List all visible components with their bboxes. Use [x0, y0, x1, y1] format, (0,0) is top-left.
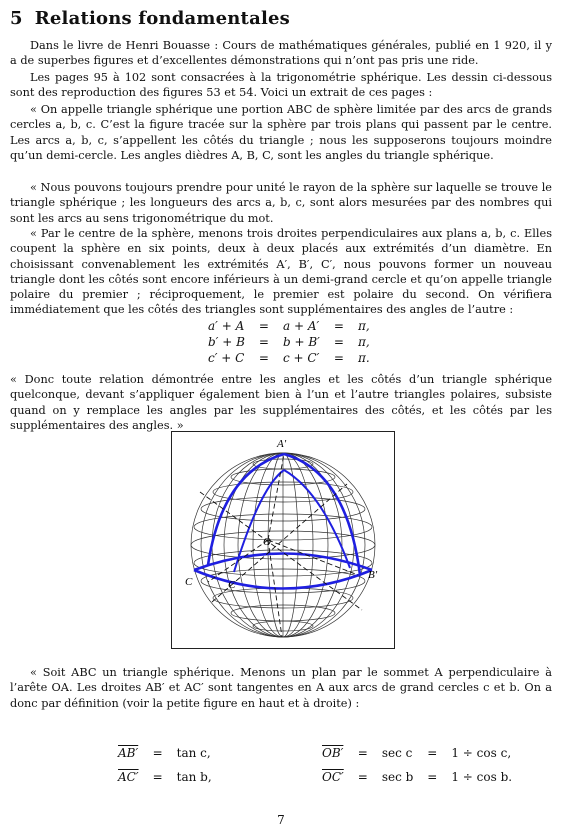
formula-cell: c + C′	[282, 351, 320, 365]
page-number: 7	[277, 813, 285, 827]
section-title: Relations fondamentales	[34, 8, 290, 29]
label-a-prime: A′	[277, 438, 287, 450]
label-center: O	[263, 536, 271, 548]
formula-cell: =	[258, 335, 269, 349]
formula-cell: =	[258, 319, 269, 333]
formula-mid: sec c	[381, 746, 413, 760]
paragraph-tangent: « Soit ABC un triangle sphérique. Menons un plan par le sommet A perpendiculaire à l’arête OA. Les droites AB′ et AC′ sont tangentes en A aux arcs de grand cercles c et b. On a donc par définition (voir la petite figure en haut et à droite) :	[10, 666, 552, 710]
formula-cell: b′ + B	[208, 335, 245, 349]
formula-cell: =	[258, 351, 269, 365]
formula-cell: c′ + C	[208, 351, 245, 365]
formula-row	[204, 318, 374, 334]
blue-arc-left	[208, 454, 284, 565]
formula-cell: a′ + A	[208, 319, 245, 333]
formula-row	[204, 350, 374, 366]
formula-cell: =	[333, 319, 344, 333]
formula-eq: =	[427, 770, 438, 784]
formula-lhs: AC′	[118, 770, 139, 784]
formulas-right	[314, 740, 520, 790]
label-b-prime: B′	[368, 569, 378, 581]
formula-rhs: 1 ÷ cos b.	[451, 770, 513, 784]
formula-eq: =	[357, 770, 368, 784]
formula-lhs: AB′	[118, 746, 139, 760]
formula-rhs: tan c,	[176, 746, 211, 760]
paragraph-definition: « On appelle triangle sphérique une portion ABC de sphère limitée par des arcs de grands cercles a, b, c. C’est la figure tracée sur la sphère par trois plans qui passent par le centre. Les arcs a, b, c, s’appellent les côtés du triangle ; nous les supposerons toujours moindre qu’un demi-cercle. Les angles dièdres A, B, C, sont les angles du triangle sphérique.	[10, 103, 552, 162]
formulas-left	[110, 740, 220, 790]
label-c-inner: C	[228, 579, 236, 591]
formula-cell: b + B′	[282, 335, 320, 349]
formula-eq: =	[427, 746, 438, 760]
formula-cell: =	[333, 335, 344, 349]
formula-mid: sec b	[381, 770, 414, 784]
formula-row	[204, 334, 374, 350]
paragraph-conclusion: « Donc toute relation démontrée entre les angles et les côtés d’un triangle sphérique quelconque, devant s’appliquer également bien à l’un et l’autre triangles polaires, subsiste quand on y remplace les angles par les supplémentaires des côtés, et les côtés par les supplémentaires des angles. »	[10, 373, 552, 432]
formula-row	[316, 766, 518, 788]
formula-cell: π,	[357, 335, 370, 349]
formula-rhs: tan b,	[176, 770, 212, 784]
formula-eq: =	[152, 770, 163, 784]
formula-eq: =	[152, 746, 163, 760]
polar-formulas	[204, 318, 374, 366]
formula-row	[112, 766, 218, 788]
formula-cell: a + A′	[282, 319, 320, 333]
formula-rhs: 1 ÷ cos c,	[451, 746, 512, 760]
section-number: 5	[10, 8, 23, 29]
paragraph-unit: « Nous pouvons toujours prendre pour unité le rayon de la sphère sur laquelle se trouve le triangle sphérique ; les longueurs des arcs a, b, c, sont alors mesurées par des nombres qui sont les arcs au sens trigonométrique du mot.	[10, 181, 552, 225]
formula-cell: π.	[357, 351, 370, 365]
formula-lhs: OC′	[322, 770, 344, 784]
formula-lhs: OB′	[322, 746, 344, 760]
paragraph-polar: « Par le centre de la sphère, menons trois droites perpendiculaires aux plans a, b, c. Elles coupent la sphère en six points, deux à deux placés aux extrémités d’un diamètre. En choisissant convenablement les extrémités A′, B′, C′, nous pouvons former un nouveau triangle dont les côtés sont encore inférieurs à un demi-grand cercle et qu’on appelle triangle polaire du premier ; réciproquement, le premier est polaire du second. On vérifiera immédiatement que les côtés des triangles sont supplémentaires des angles de l’autre :	[10, 227, 552, 317]
sphere-drawing	[172, 432, 394, 648]
formula-eq: =	[357, 746, 368, 760]
formula-cell: =	[333, 351, 344, 365]
formula-row	[112, 742, 218, 764]
formula-row	[316, 742, 518, 764]
section-heading	[10, 8, 290, 29]
label-c-outer: C	[185, 576, 193, 588]
sphere-figure	[171, 431, 395, 649]
formula-cell: π,	[357, 319, 370, 333]
paragraph-pages: Les pages 95 à 102 sont consacrées à la trigonométrie sphérique. Les dessin ci-dessous sont des reproduction des figures 53 et 54. Voici un extrait de ces pages :	[10, 71, 552, 100]
paragraph-intro: Dans le livre de Henri Bouasse : Cours de mathématiques générales, publié en 1 920, il y a de superbes figures et d’excellentes démonstrations qui n’ont pas pris une ride.	[10, 39, 552, 68]
